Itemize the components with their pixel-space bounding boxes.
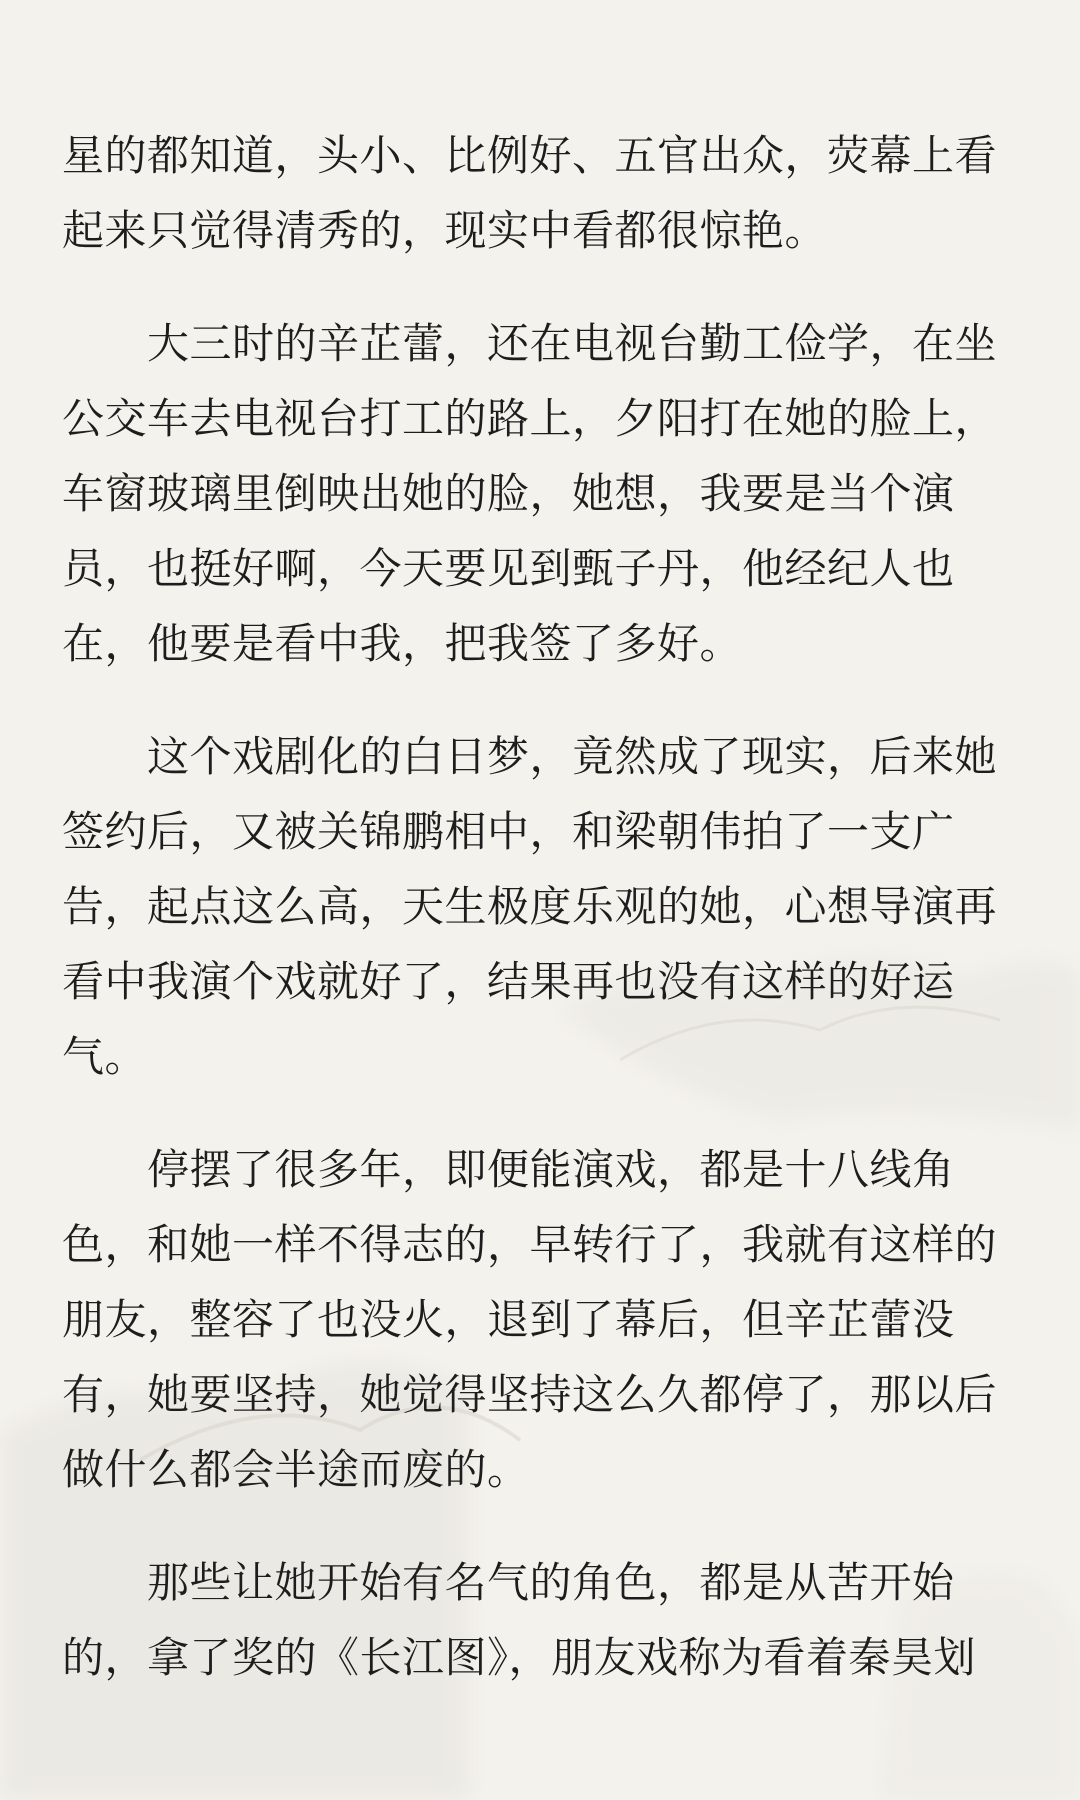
text-line: 在，他要是看中我，把我签了多好。 bbox=[62, 619, 743, 668]
text-line: 色，和她一样不得志的，早转行了，我就有这样的 bbox=[62, 1220, 998, 1269]
paragraph bbox=[62, 1545, 1022, 1695]
text-line: 星的都知道，头小、比例好、五官出众，荧幕上看 bbox=[62, 131, 998, 180]
text-line: 气。 bbox=[62, 1032, 148, 1081]
text-line: 签约后，又被关锦鹏相中，和梁朝伟拍了一支广 bbox=[62, 807, 955, 856]
text-line: 车窗玻璃里倒映出她的脸，她想，我要是当个演 bbox=[62, 469, 955, 518]
article-body bbox=[62, 118, 1022, 1733]
text-line: 停摆了很多年，即便能演戏，都是十八线角 bbox=[147, 1145, 955, 1194]
text-line: 那些让她开始有名气的角色，都是从苦开始 bbox=[147, 1558, 955, 1607]
text-line: 大三时的辛芷蕾，还在电视台勤工俭学，在坐 bbox=[147, 319, 998, 368]
text-line: 的，拿了奖的《长江图》，朋友戏称为看着秦昊划 bbox=[62, 1633, 977, 1682]
paragraph bbox=[62, 1132, 1022, 1507]
paragraph bbox=[62, 306, 1022, 681]
text-line: 做什么都会半途而废的。 bbox=[62, 1445, 530, 1494]
text-line: 这个戏剧化的白日梦，竟然成了现实，后来她 bbox=[147, 732, 998, 781]
text-line: 告，起点这么高，天生极度乐观的她，心想导演再 bbox=[62, 882, 998, 931]
text-line: 起来只觉得清秀的，现实中看都很惊艳。 bbox=[62, 206, 828, 255]
text-line: 朋友，整容了也没火，退到了幕后，但辛芷蕾没 bbox=[62, 1295, 955, 1344]
text-line: 有，她要坚持，她觉得坚持这么久都停了，那以后 bbox=[62, 1370, 998, 1419]
text-line: 员，也挺好啊，今天要见到甄子丹，他经纪人也 bbox=[62, 544, 955, 593]
text-line: 公交车去电视台打工的路上，夕阳打在她的脸上， bbox=[62, 394, 998, 443]
paragraph bbox=[62, 719, 1022, 1094]
paragraph bbox=[62, 118, 1022, 268]
text-line: 看中我演个戏就好了，结果再也没有这样的好运 bbox=[62, 957, 955, 1006]
